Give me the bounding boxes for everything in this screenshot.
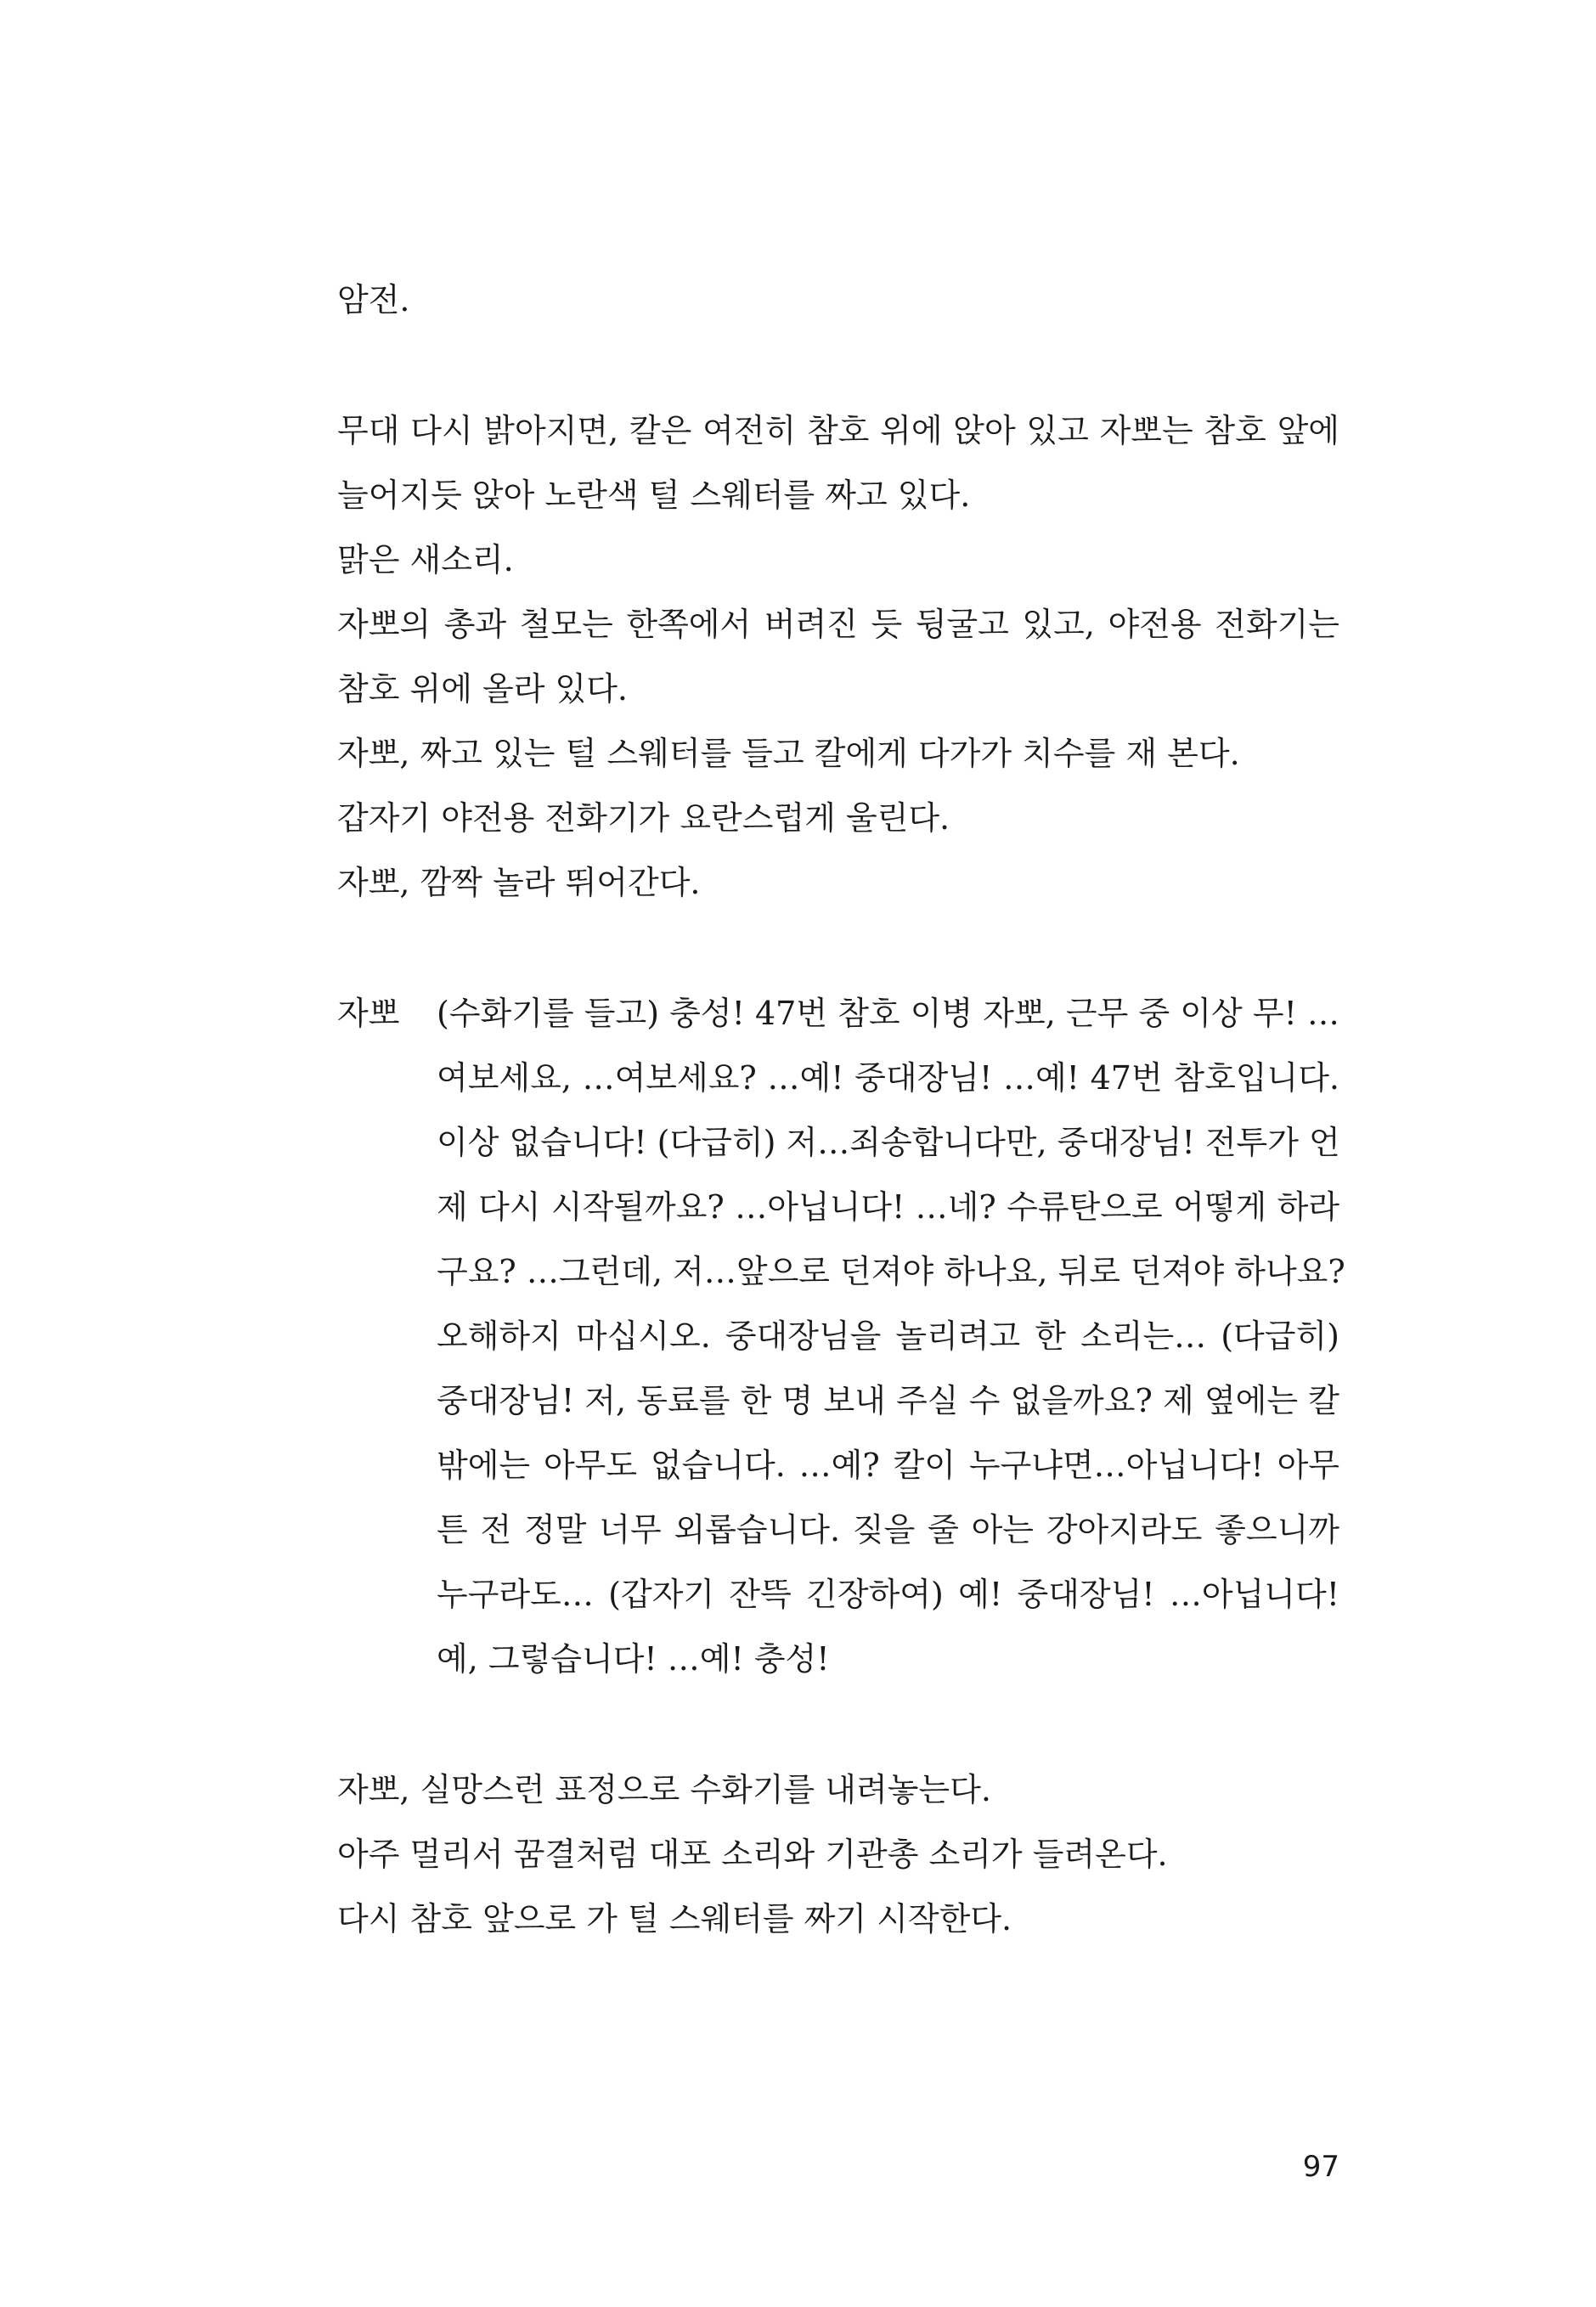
dialogue-line: 여보세요, …여보세요? …예! 중대장님! …예! 47번 참호입니다. [437, 1059, 1339, 1097]
stage-direction-line: 맑은 새소리. [337, 541, 514, 578]
dialogue-line: 예, 그렇습니다! …예! 충성! [437, 1640, 830, 1678]
stage-direction-line: 자뽀, 짜고 있는 털 스웨터를 들고 칼에게 다가가 치수를 재 본다. [337, 735, 1240, 772]
page-number: 97 [1302, 2150, 1339, 2184]
dialogue-line: 이상 없습니다! (다급히) 저…죄송합니다만, 중대장님! 전투가 언 [437, 1124, 1340, 1161]
stage-direction-line: 참호 위에 올라 있다. [337, 670, 628, 708]
stage-direction-line: 아주 멀리서 꿈결처럼 대포 소리와 기관총 소리가 들려온다. [337, 1836, 1168, 1873]
dialogue-line: 누구라도… (갑자기 잔뜩 긴장하여) 예! 중대장님! …아닙니다! [437, 1576, 1339, 1613]
stage-direction-blackout: 암전. [337, 281, 410, 319]
dialogue-line: 중대장님! 저, 동료를 한 명 보내 주실 수 없을까요? 제 옆에는 칼 [437, 1382, 1339, 1419]
dialogue-line: 밖에는 아무도 없습니다. …예? 칼이 누구냐면…아닙니다! 아무 [437, 1447, 1339, 1484]
dialogue-line: (수화기를 들고) 충성! 47번 참호 이병 자뽀, 근무 중 이상 무! … [437, 995, 1339, 1032]
dialogue-line: 구요? …그런데, 저…앞으로 던져야 하나요, 뒤로 던져야 하나요? [437, 1253, 1345, 1290]
stage-direction-line: 자뽀의 총과 철모는 한쪽에서 버려진 듯 뒹굴고 있고, 야전용 전화기는 [337, 606, 1339, 643]
stage-direction-line: 늘어지듯 앉아 노란색 털 스웨터를 짜고 있다. [337, 477, 971, 514]
dialogue-line: 제 다시 시작될까요? …아닙니다! …네? 수류탄으로 어떻게 하라 [437, 1188, 1339, 1226]
stage-direction-line: 다시 참호 앞으로 가 털 스웨터를 짜기 시작한다. [337, 1900, 1012, 1938]
stage-direction-line: 자뽀, 실망스런 표정으로 수화기를 내려놓는다. [337, 1771, 991, 1808]
stage-direction-line: 무대 다시 밝아지면, 칼은 여전히 참호 위에 앉아 있고 자뽀는 참호 앞에 [337, 412, 1339, 449]
speaker-name: 자뽀 [337, 995, 400, 1032]
dialogue-line: 튼 전 정말 너무 외롭습니다. 짖을 줄 아는 강아지라도 좋으니까 [437, 1511, 1339, 1548]
stage-direction-line: 자뽀, 깜짝 놀라 뛰어간다. [337, 864, 701, 901]
dialogue-line: 오해하지 마십시오. 중대장님을 놀리려고 한 소리는… (다급히) [437, 1317, 1339, 1355]
stage-direction-line: 갑자기 야전용 전화기가 요란스럽게 울린다. [337, 799, 950, 837]
